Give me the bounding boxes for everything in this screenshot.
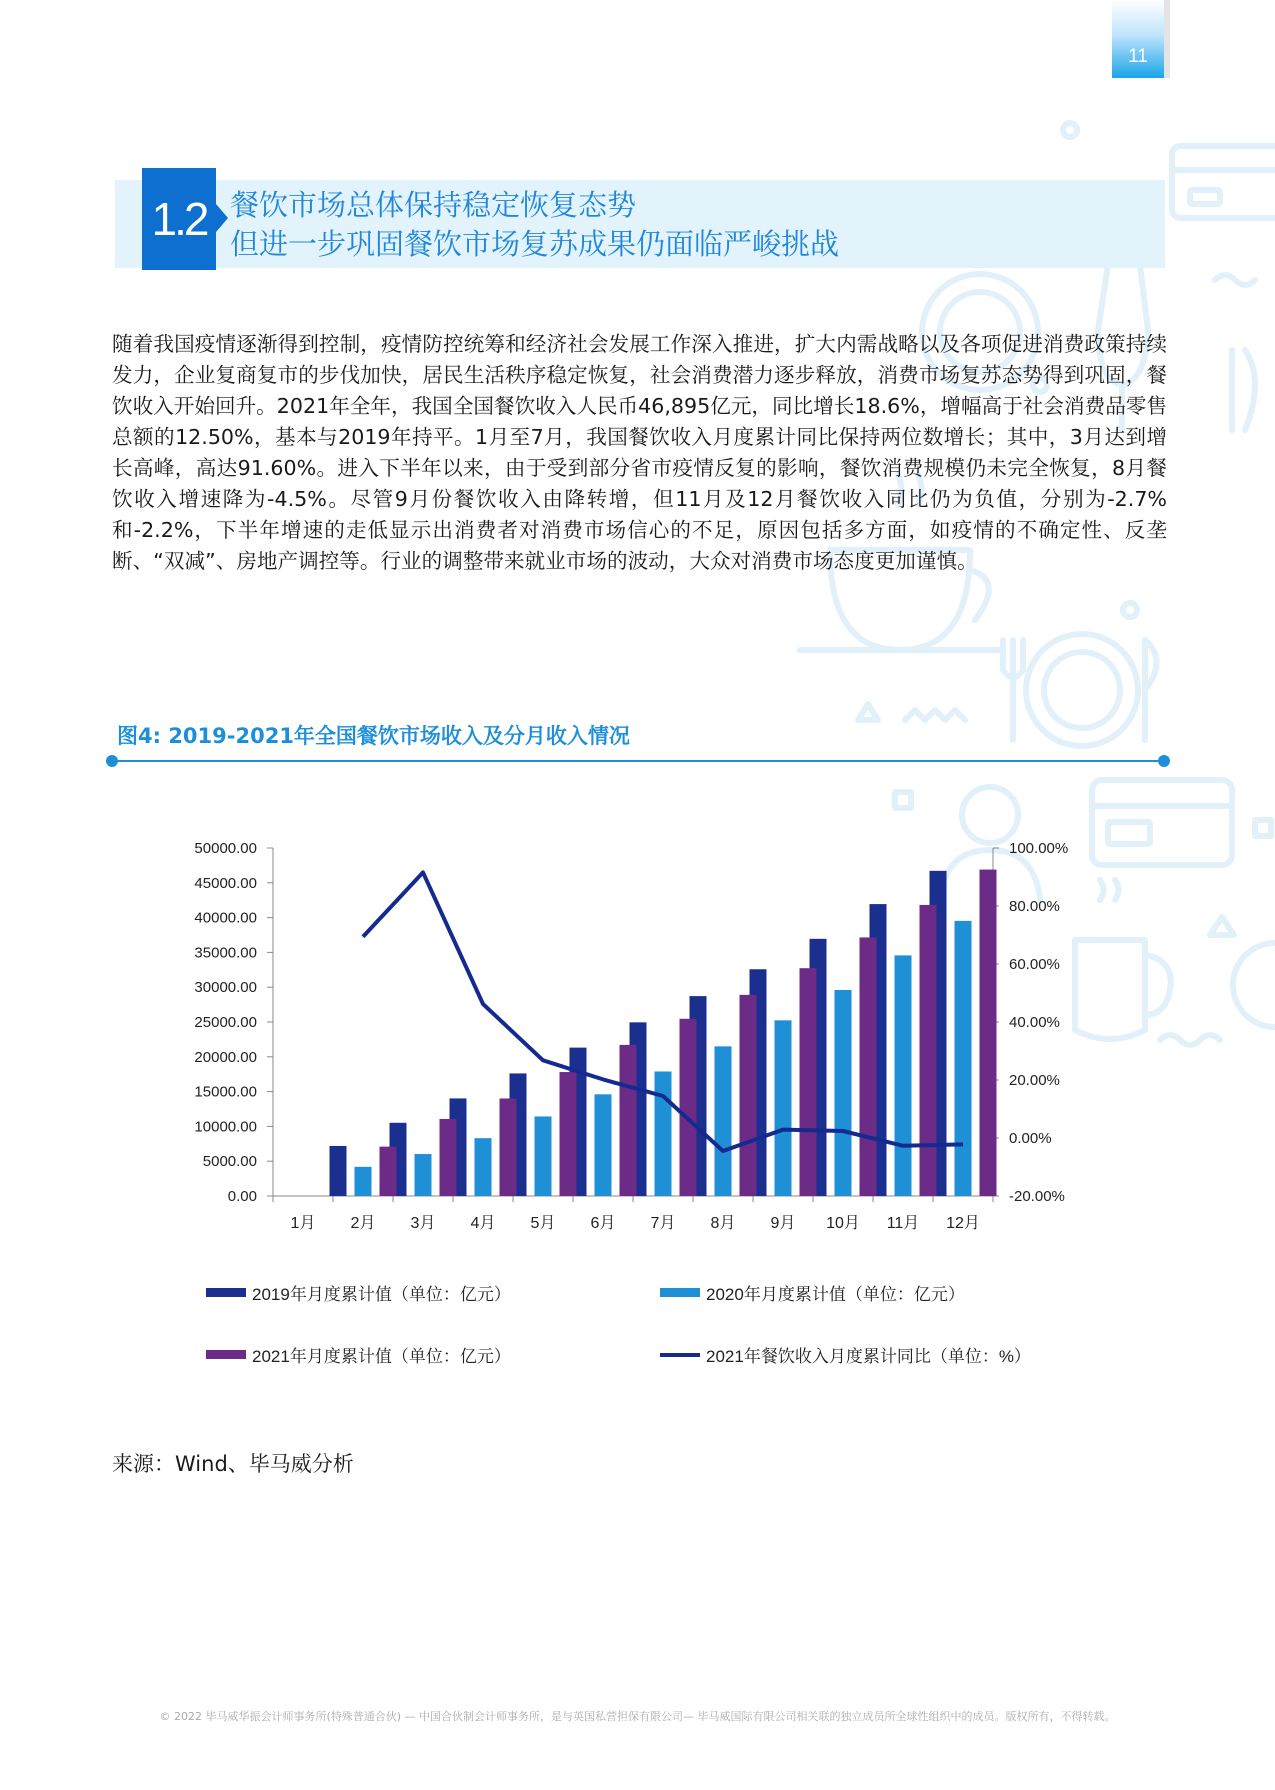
legend-item-yoy	[660, 1342, 1031, 1367]
x-axis-tick-label: 1月	[290, 1215, 316, 1232]
left-axis-tick-label: 25000.00	[194, 1014, 257, 1031]
bar-2020	[895, 955, 912, 1196]
bar-2020	[595, 1094, 612, 1196]
legend-item-2020	[660, 1280, 965, 1305]
legend-swatch-2020	[660, 1288, 700, 1297]
bar-2021	[920, 905, 937, 1196]
bar-2020	[715, 1046, 732, 1196]
bar-2020	[955, 921, 972, 1196]
x-axis-tick-label: 10月	[826, 1215, 860, 1232]
section-title-line1: 餐饮市场总体保持稳定恢复态势	[230, 188, 637, 222]
left-axis-tick-label: 40000.00	[194, 909, 257, 927]
legend-swatch-yoy	[660, 1353, 700, 1357]
left-axis-tick-label: 50000.00	[194, 840, 257, 857]
x-axis-tick-label: 3月	[410, 1215, 436, 1232]
right-axis-tick-label: 80.00%	[1009, 898, 1060, 915]
left-axis-tick-label: 35000.00	[194, 944, 257, 962]
x-axis-tick-label: 9月	[770, 1215, 796, 1232]
bar-2019	[330, 1146, 347, 1196]
bar-2021	[380, 1147, 397, 1196]
legend-label-2019: 2019年月度累计值（单位：亿元）	[252, 1285, 511, 1304]
bar-2020	[775, 1020, 792, 1196]
right-axis-tick-label: 20.00%	[1009, 1072, 1060, 1089]
left-axis-tick-label: 0.00	[227, 1188, 257, 1205]
legend-item-2021	[206, 1342, 511, 1367]
x-axis-tick-label: 4月	[470, 1215, 496, 1232]
body-paragraph: 随着我国疫情逐渐得到控制，疫情防控统筹和经济社会发展工作深入推进，扩大内需战略以及各项促进消费政策持续发力，企业复商复市的步伐加快，居民生活秩序稳定恢复，社会消费潜力逐步释放，消费市场复苏态势得到巩固，餐饮收入开始回升。2021年全年，我国全国餐饮收入人民币46,895亿元，同比增长18.6%，增幅高于社会消费品零售总额的12.50%，基本与2019年持平。1月至7月，我国餐饮收入月度累计同比保持两位数增长；其中，3月达到增长高峰，高达91.60%。进入下半年以来，由于受到部分省市疫情反复的影响，餐饮消费规模仍未完全恢复，8月餐饮收入增速降为-4.5%。尽管9月份餐饮收入由降转增，但11月及12月餐饮收入同比仍为负值，分别为-2.7%和-2.2%，下半年增速的走低显示出消费者对消费市场信心的不足，原因包括多方面，如疫情的不确定性、反垄断、“双减”、房地产调控等。行业的调整带来就业市场的波动，大众对消费市场态度更加谨慎。	[112, 332, 1167, 573]
right-axis-tick-label: 60.00%	[1009, 956, 1060, 973]
legend-swatch-2019	[206, 1288, 246, 1297]
x-axis-tick-label: 7月	[650, 1215, 676, 1232]
bar-2021	[980, 870, 997, 1196]
right-axis-tick-label: 0.00%	[1009, 1130, 1052, 1147]
right-axis-tick-label: 100.00%	[1009, 840, 1069, 857]
bar-2021	[740, 995, 757, 1196]
bar-2021	[560, 1072, 577, 1196]
figure-title: 图4: 2019-2021年全国餐饮市场收入及分月收入情况	[117, 724, 630, 748]
legend-swatch-2021	[206, 1350, 246, 1359]
x-axis-tick-label: 5月	[530, 1215, 556, 1232]
bar-2021	[500, 1098, 517, 1196]
left-axis-tick-label: 10000.00	[194, 1118, 257, 1136]
section-title-line2: 但进一步巩固餐饮市场复苏成果仍面临严峻挑战	[230, 227, 840, 261]
x-axis-tick-label: 11月	[886, 1215, 920, 1232]
bar-2020	[475, 1138, 492, 1196]
left-axis-tick-label: 20000.00	[194, 1048, 257, 1066]
bar-2020	[355, 1167, 372, 1196]
left-axis-tick-label: 45000.00	[194, 874, 257, 892]
bar-2020	[835, 990, 852, 1196]
legend-label-yoy: 2021年餐饮收入月度累计同比（单位：%）	[706, 1347, 1031, 1366]
bar-2020	[415, 1154, 432, 1196]
left-axis-tick-label: 30000.00	[194, 979, 257, 997]
bar-2020	[535, 1116, 552, 1196]
x-axis-tick-label: 12月	[946, 1215, 980, 1232]
source-note: 来源：Wind、毕马威分析	[112, 1452, 354, 1476]
bar-2021	[680, 1019, 697, 1196]
legend-item-2019	[206, 1280, 511, 1305]
left-axis-tick-label: 15000.00	[194, 1083, 257, 1101]
legend-label-2021: 2021年月度累计值（单位：亿元）	[252, 1347, 511, 1366]
copyright-footer: © 2022 毕马威华振会计师事务所(特殊普通合伙) — 中国合伙制会计师事务所，是与英国私营担保有限公司— 毕马威国际有限公司相关联的独立成员所全球性组织中的成员。版权所有，不得转载。	[159, 1710, 1116, 1723]
right-axis-tick-label: -20.00%	[1009, 1188, 1065, 1205]
x-axis-tick-label: 6月	[590, 1215, 616, 1232]
bar-2020	[655, 1071, 672, 1196]
x-axis-tick-label: 2月	[350, 1215, 376, 1232]
bar-2021	[800, 968, 817, 1196]
bar-2021	[620, 1045, 637, 1196]
legend-label-2020: 2020年月度累计值（单位：亿元）	[706, 1285, 965, 1304]
section-number: 1.2	[151, 193, 207, 245]
page-number: 11	[1128, 46, 1148, 67]
left-axis-tick-label: 5000.00	[202, 1153, 257, 1171]
bar-2021	[440, 1119, 457, 1196]
x-axis-tick-label: 8月	[710, 1215, 736, 1232]
bar-2021	[860, 937, 877, 1196]
right-axis-tick-label: 40.00%	[1009, 1014, 1060, 1031]
